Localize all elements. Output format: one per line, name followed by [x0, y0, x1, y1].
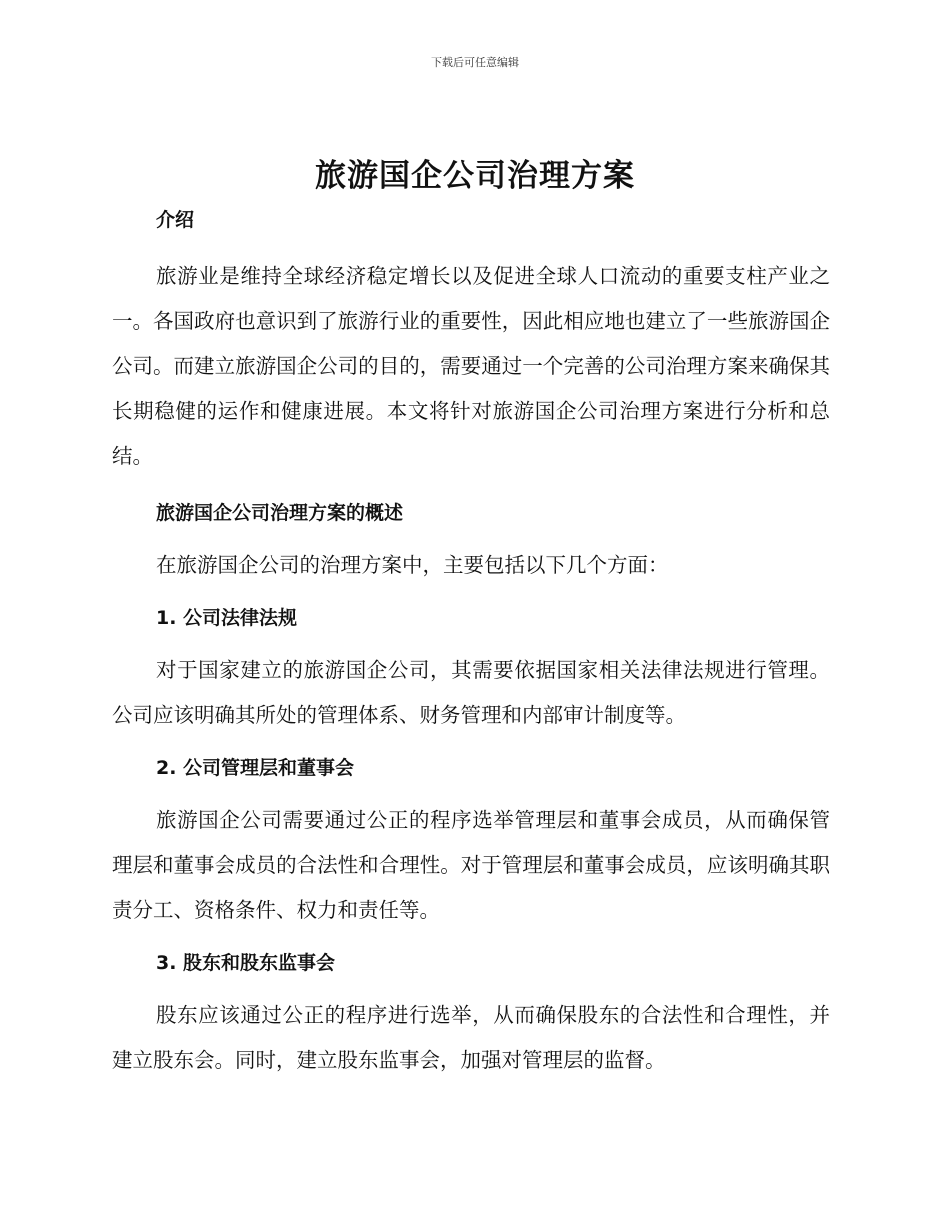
document-body	[112, 196, 830, 1083]
item2-paragraph: 旅游国企公司需要通过公正的程序选举管理层和董事会成员，从而确保管理层和董事会成员的合法性和合理性。对于管理层和董事会成员，应该明确其职责分工、资格条件、权力和责任等。	[112, 808, 830, 922]
intro-paragraph: 旅游业是维持全球经济稳定增长以及促进全球人口流动的重要支柱产业之一。各国政府也意识到了旅游行业的重要性，因此相应地也建立了一些旅游国企公司。而建立旅游国企公司的目的，需要通过一个完善的公司治理方案来确保其长期稳健的运作和健康进展。本文将针对旅游国企公司治理方案进行分析和总结。	[112, 264, 830, 468]
page-header-note: 下载后可任意编辑	[431, 56, 519, 69]
document-title: 旅游国企公司治理方案	[315, 158, 635, 194]
item2-heading: 2. 公司管理层和董事会	[156, 757, 355, 779]
overview-heading: 旅游国企公司治理方案的概述	[156, 502, 404, 524]
item1-paragraph: 对于国家建立的旅游国企公司，其需要依据国家相关法律法规进行管理。公司应该明确其所处的管理体系、财务管理和内部审计制度等。	[112, 658, 830, 727]
intro-heading: 介绍	[156, 209, 195, 231]
item1-heading: 1. 公司法律法规	[156, 607, 298, 629]
item3-paragraph: 股东应该通过公正的程序进行选举，从而确保股东的合法性和合理性，并建立股东会。同时，建立股东监事会，加强对管理层的监督。	[112, 1003, 830, 1072]
overview-paragraph: 在旅游国企公司的治理方案中，主要包括以下几个方面：	[156, 553, 669, 577]
item3-heading: 3. 股东和股东监事会	[156, 952, 336, 974]
